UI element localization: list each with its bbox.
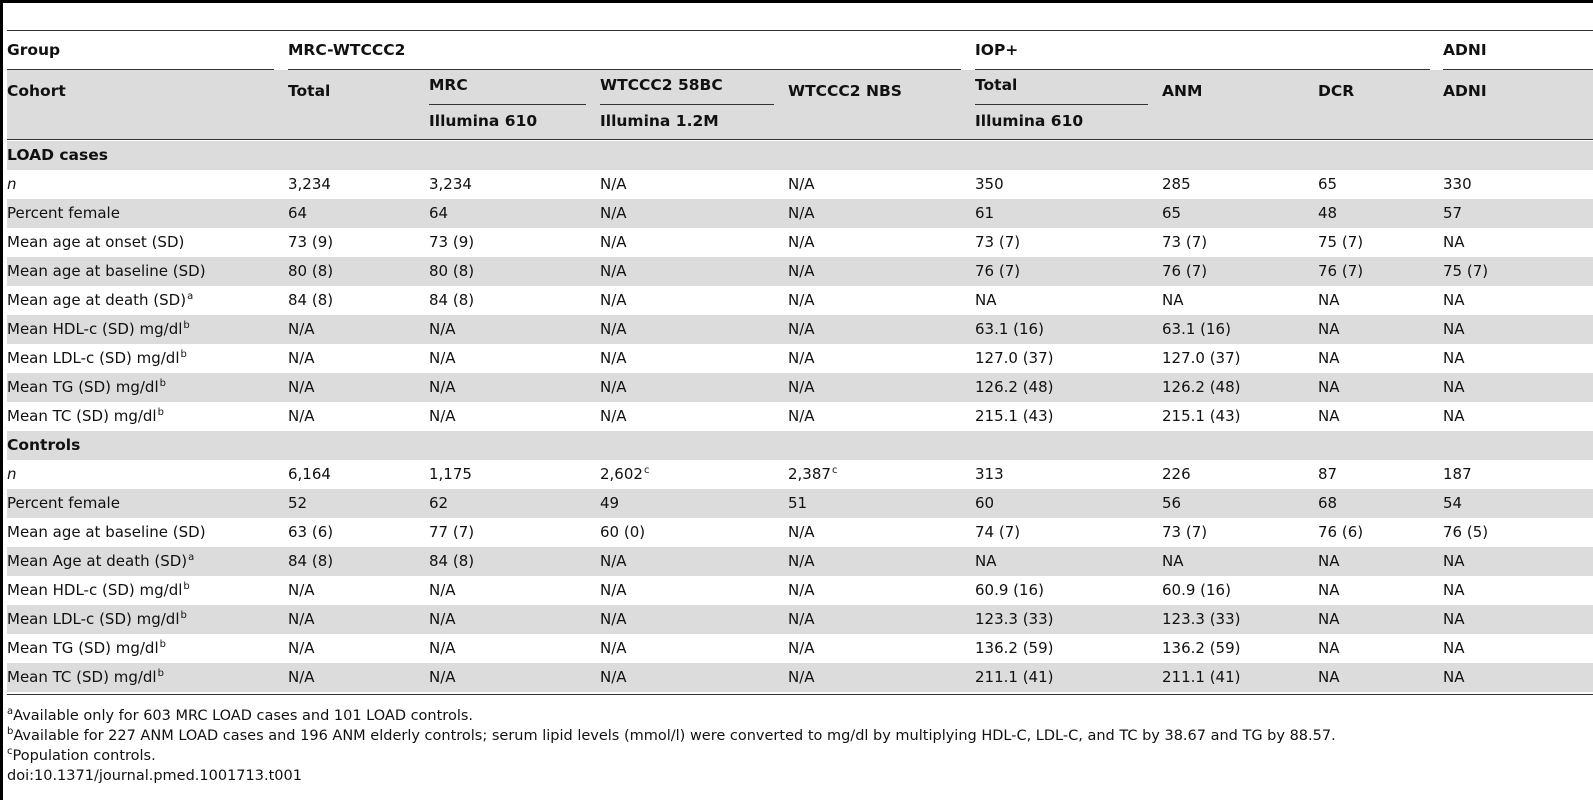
table-cell: 73 (9) [429,233,475,251]
cohort-header-3: WTCCC2 NBS [788,82,902,100]
table-cell: NA [975,291,997,309]
table-cell: 330 [1443,175,1472,193]
section-band-0 [7,141,1593,170]
table-cell: N/A [788,349,815,367]
table-cell: 63.1 (16) [975,320,1044,338]
table-cell: 49 [600,494,620,512]
footnote-a: $^a$Available only for 603 MRC LOAD cases and 101 LOAD controls. [7,706,474,724]
cohort-header-2: WTCCC2 58BC [600,76,723,94]
table-cell: 76 (7) [1318,262,1364,280]
table-cell: 80 (8) [288,262,334,280]
platform-header-2: Illumina 1.2M [600,112,719,130]
table-cell: NA [1443,378,1465,396]
table-cell: NA [1443,639,1465,657]
table-cell: N/A [788,610,815,628]
table-cell: N/A [288,349,315,367]
table-cell: NA [1443,552,1465,570]
table-cell: 226 [1162,465,1191,483]
table-cell: 60 [975,494,995,512]
table-cell: N/A [600,233,627,251]
table-cell: 63 (6) [288,523,334,541]
table-cell: N/A [788,407,815,425]
table-cell: 62 [429,494,449,512]
table-cell: N/A [429,407,456,425]
table-cell: 65 [1162,204,1182,222]
table-cell: 75 (7) [1443,262,1489,280]
table-cell: N/A [288,668,315,686]
cohort-header-5: ANM [1162,82,1203,100]
table-cell: 123.3 (33) [975,610,1054,628]
table-cell: 84 (8) [288,552,334,570]
cohort-mrc-underline [429,104,586,105]
table-cell: 350 [975,175,1004,193]
table-cell: N/A [288,581,315,599]
table-cell: 215.1 (43) [1162,407,1241,425]
table-cell: N/A [788,320,815,338]
table-cell: 126.2 (48) [1162,378,1241,396]
table-cell: 64 [429,204,449,222]
table-cell: NA [1443,291,1465,309]
cohort-header-4: Total [975,76,1018,94]
table-cell: 57 [1443,204,1463,222]
table-cell: 56 [1162,494,1182,512]
table-cell: N/A [288,378,315,396]
table-cell: 136.2 (59) [975,639,1054,657]
table-cell: 64 [288,204,308,222]
table-cell: 65 [1318,175,1338,193]
table-cell: 77 (7) [429,523,475,541]
table-cell: N/A [600,204,627,222]
cohort-header-7: ADNI [1443,82,1487,100]
table-cell: N/A [600,581,627,599]
table-cell: 80 (8) [429,262,475,280]
table-cell: N/A [429,581,456,599]
table-cell: N/A [788,175,815,193]
table-cell: NA [1318,639,1340,657]
row-label: Mean age at onset (SD) [7,233,185,251]
cohort-58bc-underline [600,104,774,105]
table-cell: 84 (8) [429,552,475,570]
row-label: Mean LDL-c (SD) $mg/dl^b$ [7,610,187,628]
footnote-b: $^b$Available for 227 ANM LOAD cases and 196 ANM elderly controls; serum lipid levels (mmol/l) were converted to mg/dl by multiplying HDL-C, LDL-C, and TC by 38.67 and TG by 88.57. [7,726,1336,744]
table-cell: NA [975,552,997,570]
table-cell: 84 (8) [429,291,475,309]
table-cell: NA [1443,610,1465,628]
table-cell: N/A [429,378,456,396]
row-label: Mean TG (SD) $mg/dl^b$ [7,378,166,396]
cohort-iop-total-underline [975,104,1148,105]
section-band-1 [7,431,1593,460]
table-cell: N/A [288,610,315,628]
table-cell: N/A [600,407,627,425]
row-label: Mean HDL-c (SD) $mg/dl^b$ [7,320,190,338]
table-cell: 75 (7) [1318,233,1364,251]
group-header-adni: ADNI [1443,41,1487,59]
table-cell: NA [1443,668,1465,686]
cohort-header-1: MRC [429,76,468,94]
table-cell: NA [1162,291,1184,309]
table-cell: N/A [600,320,627,338]
table-cell: NA [1318,378,1340,396]
row-label: Mean TG (SD) $mg/dl^b$ [7,639,166,657]
table-cell: NA [1443,320,1465,338]
table-cell: 73 (9) [288,233,334,251]
table-cell: 63.1 (16) [1162,320,1231,338]
row-label: Mean age at baseline (SD) [7,523,206,541]
table-cell: 187 [1443,465,1472,483]
table-cell: 76 (7) [1162,262,1208,280]
row-label: Mean age at death (SD)$^a$ [7,291,194,309]
table-cell: 211.1 (41) [975,668,1054,686]
cohort-header-0: Total [288,82,331,100]
table-cell: 60.9 (16) [975,581,1044,599]
cohort-header-6: DCR [1318,82,1355,100]
table-cell: 127.0 (37) [1162,349,1241,367]
row-label: Percent female [7,494,120,512]
table-cell: N/A [600,552,627,570]
table-cell: 51 [788,494,808,512]
table-cell: 48 [1318,204,1338,222]
table-cell: N/A [788,639,815,657]
row-label: Mean TC (SD) $mg/dl^b$ [7,407,164,425]
table-cell: 73 (7) [975,233,1021,251]
table-cell: N/A [429,349,456,367]
table-cell: 73 (7) [1162,523,1208,541]
table-cell: N/A [788,262,815,280]
table-cell: 313 [975,465,1004,483]
table-cell: N/A [788,523,815,541]
table-cell: N/A [788,378,815,396]
table-cell: N/A [788,291,815,309]
table-cell: 76 (5) [1443,523,1489,541]
table-cell: 84 (8) [288,291,334,309]
group-header-iop-: IOP+ [975,41,1019,59]
table-cell: N/A [600,291,627,309]
table-cell: 126.2 (48) [975,378,1054,396]
table-cell: N/A [600,610,627,628]
table-cell: 60 (0) [600,523,646,541]
table-cell: N/A [600,378,627,396]
table-cell: 6,164 [288,465,331,483]
table-cell: NA [1443,233,1465,251]
row-label: n [7,465,17,483]
table-cell: N/A [429,668,456,686]
table-cell: NA [1318,291,1340,309]
section-title-1: Controls [7,436,81,454]
table-cell: NA [1443,407,1465,425]
table-cell: 123.3 (33) [1162,610,1241,628]
footnote-c: $^c$Population controls. [7,746,156,764]
row-label: Mean TC (SD) $mg/dl^b$ [7,668,164,686]
table-cell: N/A [600,639,627,657]
table-cell: N/A [788,233,815,251]
header-bottom-rule [7,139,1593,140]
table-cell: NA [1318,407,1340,425]
table-cell: 136.2 (59) [1162,639,1241,657]
table-cell: 2,387$^c$ [788,465,838,483]
table-cell: 76 (7) [975,262,1021,280]
row-label: Mean LDL-c (SD) $mg/dl^b$ [7,349,187,367]
header-top-rule [7,30,1593,31]
table-cell: NA [1318,581,1340,599]
table-cell: N/A [600,175,627,193]
table-cell: N/A [600,349,627,367]
table-cell: N/A [600,262,627,280]
row-label: Mean HDL-c (SD) $mg/dl^b$ [7,581,190,599]
doi-text: doi:10.1371/journal.pmed.1001713.t001 [7,768,302,784]
table-cell: N/A [429,320,456,338]
cohort-header-label: Cohort [7,82,66,100]
left-border [0,0,3,800]
table-cell: N/A [288,407,315,425]
table-cell: NA [1443,581,1465,599]
section-title-0: LOAD cases [7,146,108,164]
table-cell: 52 [288,494,308,512]
table-cell: NA [1318,552,1340,570]
table-bottom-rule [7,694,1593,695]
table-cell: N/A [788,668,815,686]
table-cell: 60.9 (16) [1162,581,1231,599]
table-cell: 68 [1318,494,1338,512]
table-cell: NA [1318,349,1340,367]
table-cell: N/A [788,581,815,599]
table-cell: 3,234 [429,175,472,193]
group-header-mrc-wtccc2: MRC-WTCCC2 [288,41,406,59]
table-cell: 2,602$^c$ [600,465,650,483]
table-cell: N/A [788,204,815,222]
table-cell: N/A [288,639,315,657]
table-cell: 285 [1162,175,1191,193]
table-cell: N/A [429,639,456,657]
row-label: Mean Age at death (SD)$^a$ [7,552,195,570]
table-cell: N/A [788,552,815,570]
platform-header-4: Illumina 610 [975,112,1084,130]
table-cell: 3,234 [288,175,331,193]
table-cell: 1,175 [429,465,472,483]
table-cell: NA [1318,610,1340,628]
table-cell: 76 (6) [1318,523,1364,541]
table-cell: 127.0 (37) [975,349,1054,367]
table-cell: 73 (7) [1162,233,1208,251]
row-label: Percent female [7,204,120,222]
table-cell: N/A [600,668,627,686]
table-cell: NA [1318,668,1340,686]
table-cell: 54 [1443,494,1463,512]
table-cell: N/A [429,610,456,628]
table-cell: 61 [975,204,995,222]
table-cell: 215.1 (43) [975,407,1054,425]
table-cell: NA [1443,349,1465,367]
row-label: n [7,175,17,193]
row-label: Mean age at baseline (SD) [7,262,206,280]
platform-header-1: Illumina 610 [429,112,538,130]
table-cell: NA [1318,320,1340,338]
table-cell: N/A [288,320,315,338]
table-cell: NA [1162,552,1184,570]
table-cell: 211.1 (41) [1162,668,1241,686]
group-header-label: Group [7,41,61,59]
top-border [0,0,1593,3]
table-cell: 87 [1318,465,1338,483]
table-cell: 74 (7) [975,523,1021,541]
